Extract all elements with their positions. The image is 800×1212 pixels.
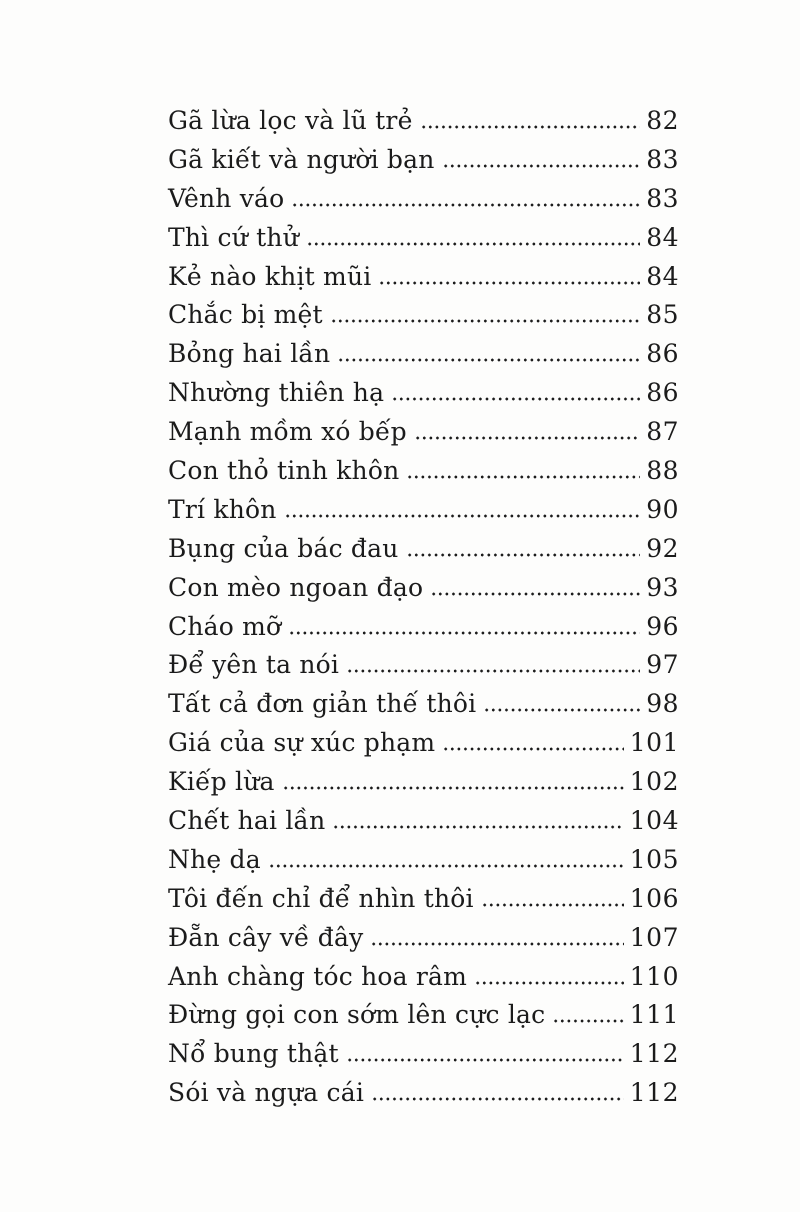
dotted-leader bbox=[293, 203, 640, 207]
toc-entry bbox=[168, 1039, 679, 1078]
toc-entry bbox=[168, 106, 679, 145]
toc-entry-title: Con thỏ tinh khôn bbox=[168, 456, 400, 486]
toc-entry-title: Trí khôn bbox=[168, 494, 277, 524]
toc-entry-page-number: 97 bbox=[646, 650, 679, 680]
dotted-leader bbox=[408, 553, 641, 557]
toc-entry-page-number: 111 bbox=[629, 1000, 679, 1030]
toc-entry-page-number: 112 bbox=[629, 1039, 679, 1069]
toc-entry-title: Vênh váo bbox=[168, 183, 285, 213]
toc-entry-page-number: 87 bbox=[646, 417, 679, 447]
toc-entry-page-number: 105 bbox=[629, 844, 679, 874]
toc-entry-title: Chắc bị mệt bbox=[168, 300, 323, 330]
toc-entry bbox=[168, 456, 679, 495]
dotted-leader bbox=[308, 242, 640, 246]
toc-entry-page-number: 84 bbox=[646, 222, 679, 252]
toc-entry-page-number: 112 bbox=[629, 1078, 679, 1108]
toc-entry bbox=[168, 806, 679, 845]
toc-entry bbox=[168, 728, 679, 767]
dotted-leader bbox=[332, 319, 640, 323]
toc-entry bbox=[168, 650, 679, 689]
toc-entry-page-number: 102 bbox=[629, 767, 679, 797]
toc-entry-title: Sói và ngựa cái bbox=[168, 1078, 365, 1108]
toc-entry-title: Tôi đến chỉ để nhìn thôi bbox=[168, 883, 474, 913]
dotted-leader bbox=[444, 164, 641, 168]
toc-entry bbox=[168, 534, 679, 573]
toc-entry bbox=[168, 689, 679, 728]
toc-entry bbox=[168, 845, 679, 884]
toc-entry-title: Đẵn cây về đây bbox=[168, 922, 364, 952]
dotted-leader bbox=[348, 669, 640, 673]
toc-entry-title: Nhẹ dạ bbox=[168, 844, 261, 874]
toc-entry-title: Nhường thiên hạ bbox=[168, 378, 385, 408]
toc-entry-page-number: 92 bbox=[646, 533, 679, 563]
dotted-leader bbox=[286, 514, 641, 518]
dotted-leader bbox=[483, 903, 624, 907]
toc-entry bbox=[168, 884, 679, 923]
dotted-leader bbox=[432, 592, 640, 596]
toc-entry-page-number: 88 bbox=[646, 456, 679, 486]
toc-entry-title: Giá của sự xúc phạm bbox=[168, 728, 436, 758]
toc-entry bbox=[168, 339, 679, 378]
dotted-leader bbox=[422, 125, 641, 129]
dotted-leader bbox=[408, 475, 640, 479]
toc-entry bbox=[168, 1078, 679, 1117]
toc-entry-title: Để yên ta nói bbox=[168, 650, 340, 680]
toc-entry-page-number: 106 bbox=[629, 883, 679, 913]
dotted-leader bbox=[290, 631, 640, 635]
toc-entry-page-number: 86 bbox=[646, 339, 679, 369]
toc-entry-title: Nổ bung thật bbox=[168, 1039, 339, 1069]
dotted-leader bbox=[380, 281, 640, 285]
toc-entry bbox=[168, 378, 679, 417]
toc-entry bbox=[168, 495, 679, 534]
toc-entry-title: Cháo mỡ bbox=[168, 611, 282, 641]
toc-entry-page-number: 90 bbox=[646, 494, 679, 524]
toc-entry-title: Gã lừa lọc và lũ trẻ bbox=[168, 106, 413, 135]
dotted-leader bbox=[284, 786, 624, 790]
dotted-leader bbox=[334, 825, 623, 829]
toc-entry-title: Tất cả đơn giản thế thôi bbox=[168, 689, 477, 719]
toc-entry bbox=[168, 612, 679, 651]
toc-entry-page-number: 85 bbox=[646, 300, 679, 330]
toc-entry-title: Chết hai lần bbox=[168, 806, 326, 836]
dotted-leader bbox=[372, 942, 623, 946]
toc-entry-title: Gã kiết và người bạn bbox=[168, 144, 435, 174]
toc-entry-page-number: 86 bbox=[646, 378, 679, 408]
dotted-leader bbox=[476, 981, 624, 985]
toc-entry-page-number: 84 bbox=[646, 261, 679, 291]
toc-entry-page-number: 104 bbox=[629, 806, 679, 836]
toc-entry-page-number: 107 bbox=[629, 922, 679, 952]
dotted-leader bbox=[348, 1058, 624, 1062]
table-of-contents bbox=[168, 106, 679, 1117]
toc-entry-page-number: 83 bbox=[646, 144, 679, 174]
toc-entry-page-number: 83 bbox=[646, 183, 679, 213]
toc-entry bbox=[168, 767, 679, 806]
toc-entry-page-number: 96 bbox=[646, 611, 679, 641]
toc-entry-title: Anh chàng tóc hoa râm bbox=[168, 961, 468, 991]
toc-entry-page-number: 82 bbox=[646, 106, 679, 135]
dotted-leader bbox=[393, 397, 640, 401]
toc-entry-title: Mạnh mồm xó bếp bbox=[168, 417, 407, 447]
dotted-leader bbox=[416, 436, 640, 440]
dotted-leader bbox=[339, 358, 640, 362]
toc-entry-page-number: 101 bbox=[629, 728, 679, 758]
toc-entry bbox=[168, 145, 679, 184]
toc-entry bbox=[168, 417, 679, 456]
toc-entry bbox=[168, 262, 679, 301]
toc-entry-page-number: 93 bbox=[646, 572, 679, 602]
toc-entry bbox=[168, 1000, 679, 1039]
toc-entry-title: Đừng gọi con sớm lên cực lạc bbox=[168, 1000, 546, 1030]
toc-entry-title: Kẻ nào khịt mũi bbox=[168, 261, 372, 291]
toc-entry-title: Bỏng hai lần bbox=[168, 339, 331, 369]
toc-entry bbox=[168, 223, 679, 262]
dotted-leader bbox=[373, 1097, 624, 1101]
toc-entry-page-number: 110 bbox=[629, 961, 679, 991]
toc-entry-title: Bụng của bác đau bbox=[168, 533, 399, 563]
dotted-leader bbox=[554, 1019, 623, 1023]
dotted-leader bbox=[444, 747, 623, 751]
toc-entry-page-number: 98 bbox=[646, 689, 679, 719]
toc-entry bbox=[168, 300, 679, 339]
toc-entry bbox=[168, 962, 679, 1001]
toc-entry bbox=[168, 184, 679, 223]
toc-entry-title: Kiếp lừa bbox=[168, 767, 275, 797]
toc-entry-title: Thì cứ thử bbox=[168, 222, 300, 252]
toc-entry bbox=[168, 573, 679, 612]
toc-entry-title: Con mèo ngoan đạo bbox=[168, 572, 424, 602]
dotted-leader bbox=[270, 864, 624, 868]
toc-entry bbox=[168, 923, 679, 962]
dotted-leader bbox=[485, 708, 640, 712]
